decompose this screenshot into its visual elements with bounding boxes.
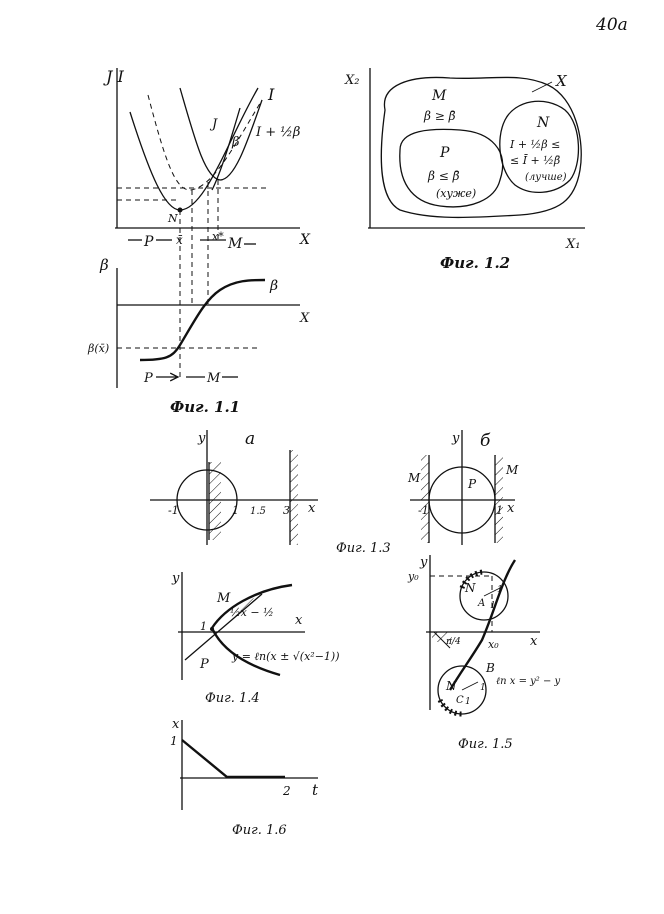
fig14-curve-eq: y = ℓn(x ± √(x²−1)): [232, 650, 340, 663]
fig15-label-C: C: [456, 695, 464, 706]
fig13a-hatch-outer: [290, 450, 298, 545]
fig11-curve-I-dashed: [148, 95, 262, 190]
fig13b-label-M-left: M: [408, 471, 421, 485]
fig11-label-I: I: [268, 85, 275, 104]
fig13a-axis-x-label: x: [308, 501, 316, 516]
fig-1-3a: [150, 429, 318, 545]
fig11-caption: Фиг. 1.1: [170, 398, 241, 416]
fig13a-tick-m1: -1: [168, 504, 179, 517]
fig15-label-x0: x₀: [488, 638, 499, 651]
fig11-label-beta-xbar: β(x̄): [88, 342, 110, 355]
fig12-label-X: X: [556, 72, 567, 90]
fig13a-label: а: [245, 429, 256, 449]
fig12-label-N: N: [537, 115, 550, 131]
fig14-line-eq: ½x − ½: [230, 606, 274, 619]
fig14-caption: Фиг. 1.4: [205, 691, 260, 706]
fig11-bottom-axis-x-label: X: [300, 311, 310, 326]
fig12-axis-x-label: X₁: [566, 237, 581, 252]
fig15-label-one-top2: 1: [497, 585, 503, 595]
fig13b-tick-1: 1: [496, 504, 503, 517]
fig11-label-M: M: [228, 236, 243, 252]
fig15-caption: Фиг. 1.5: [458, 737, 513, 752]
fig16-axis-x-label: t: [312, 781, 319, 799]
fig15-label-B: B: [486, 661, 495, 675]
fig11-label-P: P: [144, 234, 154, 250]
fig11-bottom-label-P: P: [144, 371, 153, 386]
fig13a-axis-y-label: y: [198, 431, 206, 446]
fig15-label-one-top: 1: [490, 601, 496, 611]
fig-1-4: [171, 571, 340, 706]
fig15-label-one-bot2: 1: [480, 683, 486, 693]
fig-1-1: [87, 67, 311, 416]
fig15-label-angle: π/4: [446, 637, 461, 647]
page-number: 40a: [596, 15, 628, 35]
fig11-label-beta: β: [232, 135, 240, 150]
fig13a-hatch-inner: [209, 462, 221, 540]
fig15-axis-x-label: x: [530, 634, 538, 649]
fig-1-6: [170, 717, 319, 838]
fig11-label-xbar: x̄: [176, 233, 183, 247]
fig15-eq: ℓn x = y² − y: [496, 676, 561, 687]
fig11-label-J: J: [212, 117, 218, 132]
fig16-axis-y-label: x: [172, 717, 180, 732]
fig14-label-P: P: [200, 657, 209, 672]
fig15-curve: [450, 560, 515, 690]
fig15-radius-bot: [462, 682, 478, 690]
fig16-graph: [182, 740, 285, 777]
fig15-axis-y-label: y: [420, 555, 428, 570]
fig13-caption: Фиг. 1.3: [336, 541, 391, 556]
fig12-M-cond: β ≥ β̄: [424, 109, 456, 123]
fig14-axis-y-label: y: [172, 571, 180, 586]
fig11-top-axis-x-label: X: [300, 232, 310, 248]
fig15-label-one-bot: 1: [465, 697, 471, 707]
fig13b-hatch-right: [495, 455, 503, 543]
fig15-label-N-bot: N: [446, 679, 457, 693]
fig14-axis-x-label: x: [295, 613, 303, 628]
fig14-label-1: 1: [200, 620, 207, 633]
fig12-N-cond2: ≤ Ī + ½β̄: [510, 154, 561, 167]
fig-1-2: [344, 68, 585, 272]
fig12-N-cond1: I + ½β ≤: [510, 138, 561, 151]
fig-1-3b: [407, 430, 519, 545]
fig11-label-xstar: x*: [212, 230, 224, 243]
fig15-label-y0: y₀: [408, 570, 419, 583]
fig11-point-N: [178, 208, 183, 213]
fig16-caption: Фиг. 1.6: [232, 823, 287, 838]
fig12-X-leader: [532, 82, 552, 92]
fig13a-tick-3: 3: [283, 504, 290, 517]
fig13b-label: б: [480, 431, 491, 451]
fig13b-axis-y-label: y: [452, 431, 460, 446]
fig16-tick-2: 2: [283, 784, 291, 798]
fig13a-tick-15: 1.5: [250, 506, 266, 517]
fig12-N-note: (лучше): [525, 172, 567, 183]
fig12-label-P: P: [440, 145, 450, 161]
fig12-axis-y-label: X₂: [345, 73, 360, 88]
fig11-top-axis-y-label: J I: [106, 67, 124, 86]
fig11-label-N: N: [168, 212, 178, 225]
fig14-point-1: [210, 627, 214, 631]
fig12-P-cond: β ≤ β̄: [428, 169, 460, 183]
fig14-label-M: M: [217, 591, 231, 606]
fig-1-5: [407, 555, 561, 752]
fig15-label-N-top: N: [465, 581, 476, 595]
fig12-caption: Фиг. 1.2: [440, 254, 511, 272]
fig12-P-note: (хуже): [436, 187, 477, 200]
fig13a-tick-1: 1: [232, 504, 239, 517]
fig11-bottom-axis-y-label: β: [100, 256, 109, 274]
fig16-tick-1: 1: [170, 734, 178, 748]
fig13b-label-M-right: M: [506, 463, 519, 477]
fig15-label-A: A: [478, 598, 486, 609]
fig13b-label-P: P: [468, 477, 477, 491]
fig11-bottom-label-M: M: [207, 371, 221, 386]
fig12-label-M: M: [432, 88, 447, 104]
fig13b-axis-x-label: x: [507, 501, 515, 516]
fig11-label-I-beta: I + ½β: [256, 125, 301, 140]
fig13b-tick-m1: -1: [418, 504, 429, 517]
fig13b-hatch-left: [421, 455, 429, 543]
fig11-bottom-curve-label: β: [270, 278, 279, 294]
